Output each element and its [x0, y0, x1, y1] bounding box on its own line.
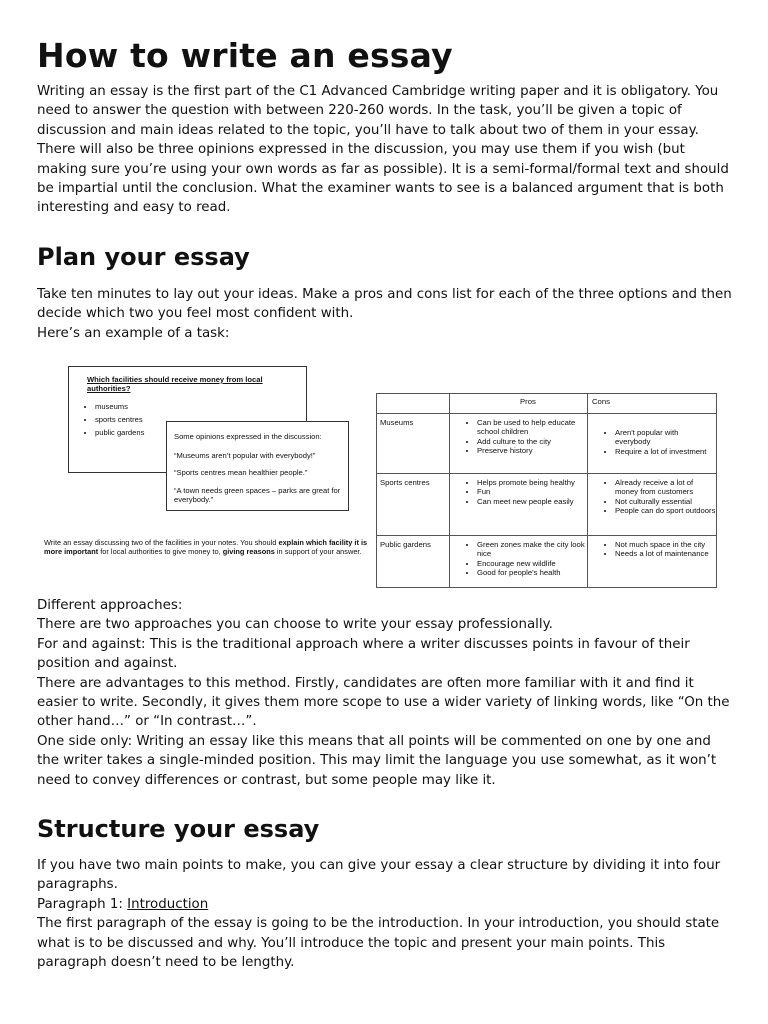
pros-cons-table [376, 393, 717, 588]
pros-cell [450, 536, 588, 588]
plan-heading: Plan your essay [37, 243, 250, 271]
pro-item: • Can meet new people easily [477, 497, 587, 506]
approaches-line: For and against: This is the traditional approach where a writer discusses points in favour of their position and against. [37, 636, 690, 672]
approaches-heading: Different approaches: [37, 598, 183, 613]
cons-cell [588, 414, 717, 474]
paragraph-1-label [37, 895, 737, 914]
plan-line: Take ten minutes to lay out your ideas. Make a pros and cons list for each of the three options and then decide which two you feel most confident with. [37, 287, 732, 322]
pro-item: • Preserve history [477, 446, 587, 455]
structure-section [37, 856, 737, 972]
con-item: • Not much space in the city [615, 540, 716, 549]
pro-item: • Fun [477, 487, 587, 496]
opinion-item: “Museums aren’t popular with everybody!” [174, 451, 316, 460]
plan-line: Here’s an example of a task: [37, 325, 230, 341]
opinion-item: “A town needs green spaces – parks are great for everybody.” [174, 486, 341, 504]
con-item: • People can do sport outdoors [615, 506, 716, 515]
structure-line: If you have two main points to make, you can give your essay a clear structure by dividing it into four paragraphs. [37, 858, 721, 893]
approaches-line: One side only: Writing an essay like this means that all points will be commented on one by one and the writer takes a single-minded position. This may limit the language you use somewhat, as it won’t need to convey differences or contrast, but some people may like it. [37, 733, 717, 788]
instruction-bold: explain which facility it is more important [44, 538, 368, 556]
con-item: • Not culturally essential [615, 497, 716, 506]
pro-item: • Good for people's health [477, 568, 587, 577]
task-question: Which facilities should receive money from local authorities? [87, 375, 263, 393]
con-item: • Require a lot of investment [615, 447, 716, 456]
task-instruction [44, 539, 374, 556]
table-row [377, 536, 717, 588]
facility-item: • public gardens [95, 429, 144, 437]
pro-item: • Encourage new wildlife [477, 559, 587, 568]
plan-text [37, 285, 737, 343]
pros-cell [450, 414, 588, 474]
facility-item: • museums [95, 403, 144, 411]
instruction-text: Write an essay discussing two of the facilities in your notes. You should [44, 538, 279, 547]
option-cell: Public gardens [377, 536, 450, 588]
cons-cell [588, 536, 717, 588]
pros-cell [450, 474, 588, 536]
page-title: How to write an essay [37, 36, 453, 75]
approaches-section [37, 596, 737, 790]
facility-item: • sports centres [95, 416, 144, 424]
opinion-item: “Sports centres mean healthier people.” [174, 468, 308, 477]
opinions-heading: Some opinions expressed in the discussion: [174, 432, 322, 441]
con-item: • Already receive a lot of money from customers [615, 478, 716, 497]
instruction-bold: giving reasons [222, 546, 275, 556]
paragraph-prefix: Paragraph 1: [37, 896, 128, 912]
structure-heading: Structure your essay [37, 815, 320, 843]
pro-item: • Helps promote being healthy [477, 478, 587, 487]
approaches-line: There are advantages to this method. Firstly, candidates are often more familiar with it and find it easier to write. Secondly, it gives them more scope to use a wider variety of linking words, like “On the other hand…” or “In contrast…”. [37, 675, 730, 730]
opinions-card [166, 421, 349, 511]
con-item: • Aren't popular with everybody [615, 428, 716, 447]
structure-line: The first paragraph of the essay is going to be the introduction. In your introduction, you should state what is to be discussed and why. You’ll introduce the topic and present your main points. This paragraph doesn’t need to be lengthy. [37, 916, 720, 971]
option-cell: Museums [377, 414, 450, 474]
paragraph-introduction: Introduction [127, 896, 209, 912]
pro-item: • Add culture to the city [477, 437, 587, 446]
cons-cell [588, 474, 717, 536]
table-header-blank [377, 394, 450, 414]
facility-list [83, 403, 144, 442]
intro-paragraph: Writing an essay is the first part of the C1 Advanced Cambridge writing paper and it is obligatory. You need to answer the question with between 220-260 words. In the task, you’ll be given a topic of discussion and main ideas related to the topic, you’ll have to talk about two of them in your essay. There will also be three opinions expressed in the discussion, you may use them if you wish (but making sure you’re using your own words as far as possible). It is a semi-formal/formal text and should be impartial until the conclusion. What the examiner wants to see is a balanced argument that is both interesting and easy to read. [37, 84, 729, 216]
pro-item: • Can be used to help educate school children [477, 418, 587, 437]
approaches-line: There are two approaches you can choose to write your essay professionally. [37, 617, 553, 633]
table-row [377, 414, 717, 474]
pro-item: • Green zones make the city look nice [477, 540, 587, 559]
table-row [377, 474, 717, 536]
table-header-pros: Pros [450, 394, 588, 414]
instruction-text: in support of your answer. [274, 546, 362, 556]
con-item: • Needs a lot of maintenance [615, 549, 716, 558]
table-header-cons: Cons [588, 394, 717, 414]
option-cell: Sports centres [377, 474, 450, 536]
instruction-text: for local authorities to give money to, [98, 546, 223, 556]
